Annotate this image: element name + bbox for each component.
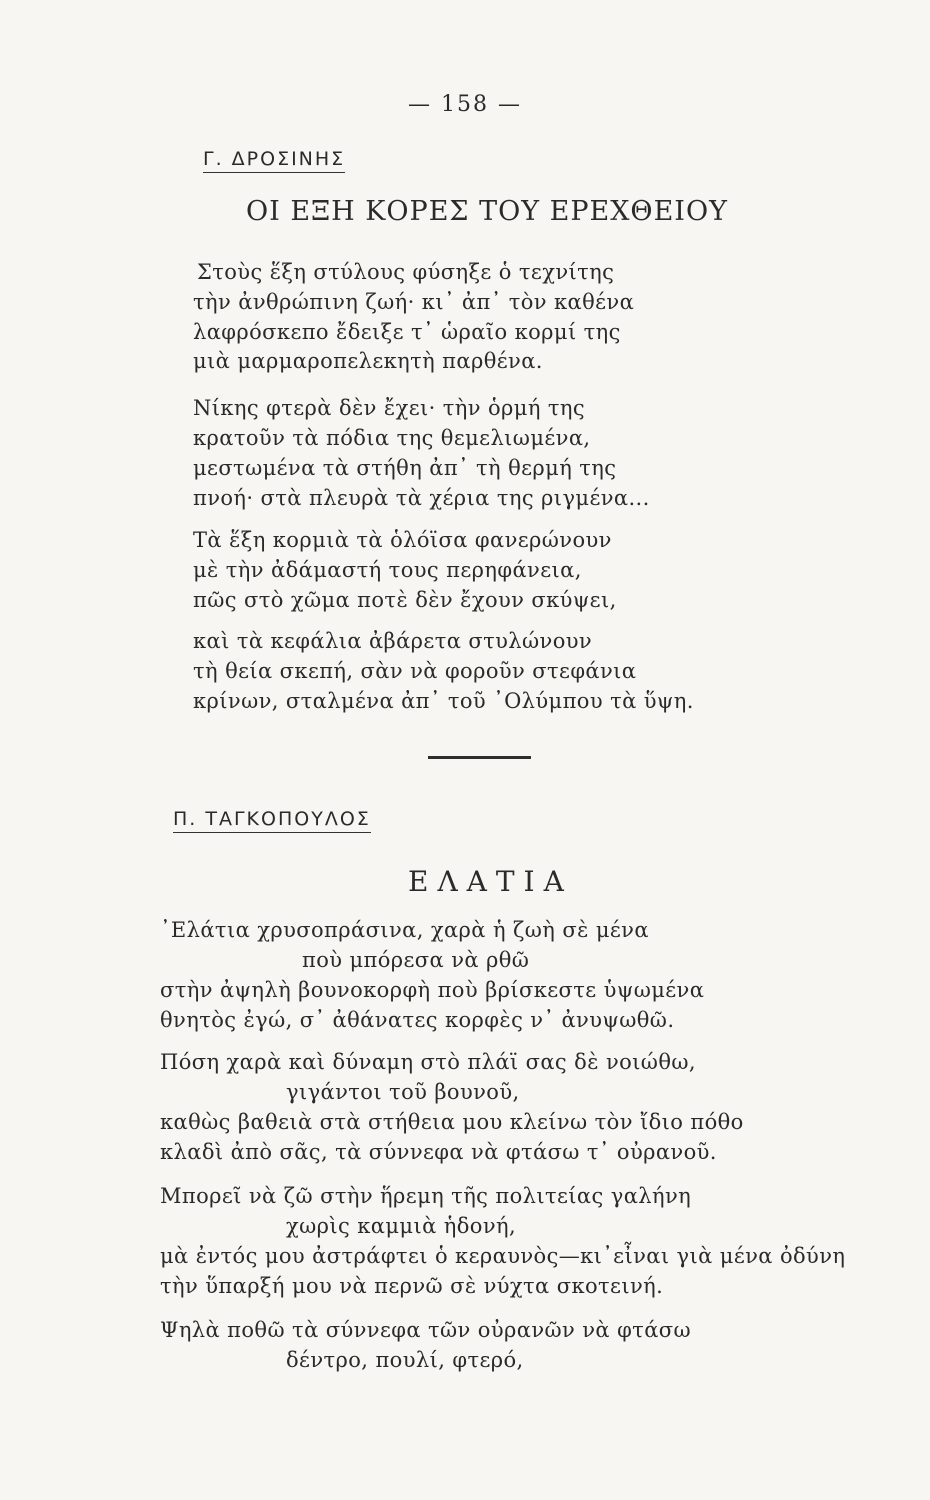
verse-line: Τὰ ἕξη κορμιὰ τὰ ὁλόϊσα φανερώνουν bbox=[193, 528, 612, 552]
verse-line: κλαδὶ ἀπὸ σᾶς, τὰ σύννεφα νὰ φτάσω τ᾽ οὐρανοῦ. bbox=[160, 1140, 717, 1164]
verse-line: λαφρόσκεπο ἔδειξε τ᾽ ὡραῖο κορμί της bbox=[193, 320, 621, 344]
verse-line: γιγάντοι τοῦ βουνοῦ, bbox=[286, 1080, 520, 1104]
section-divider bbox=[428, 756, 531, 759]
verse-line: Μπορεῖ νὰ ζῶ στὴν ἥρεμη τῆς πολιτείας γαλήνη bbox=[160, 1184, 692, 1208]
page-number: — 158 — bbox=[408, 92, 522, 117]
verse-line: μιὰ μαρμαροπελεκητὴ παρθένα. bbox=[193, 349, 543, 373]
verse-line: μὰ ἐντός μου ἀστράφτει ὁ κεραυνὸς—κι᾽εἶναι γιὰ μένα ὀδύνη bbox=[160, 1244, 846, 1268]
verse-line: τὴ θεία σκεπή, σὰν νὰ φοροῦν στεφάνια bbox=[193, 659, 637, 683]
verse-line: θνητὸς ἐγώ, σ᾽ ἀθάνατες κορφὲς ν᾽ ἀνυψωθῶ. bbox=[160, 1008, 675, 1032]
verse-line: τὴν ὕπαρξή μου νὰ περνῶ σὲ νύχτα σκοτεινή. bbox=[160, 1274, 664, 1298]
verse-line: πνοή· στὰ πλευρὰ τὰ χέρια της ριγμένα... bbox=[193, 486, 650, 510]
verse-line: δέντρο, πουλί, φτερό, bbox=[286, 1348, 524, 1372]
verse-line: τὴν ἀνθρώπινη ζωή· κι᾽ ἀπ᾽ τὸν καθένα bbox=[193, 290, 635, 314]
verse-line: πῶς στὸ χῶμα ποτὲ δὲν ἔχουν σκύψει, bbox=[193, 588, 617, 612]
verse-line: ᾽Ελάτια χρυσοπράσινα, χαρὰ ἡ ζωὴ σὲ μένα bbox=[160, 918, 649, 942]
verse-line: μεστωμένα τὰ στήθη ἀπ᾽ τὴ θερμή της bbox=[193, 456, 617, 480]
verse-line: Πόση χαρὰ καὶ δύναμη στὸ πλάϊ σας δὲ νοιώθω, bbox=[160, 1050, 696, 1074]
verse-line: Ψηλὰ ποθῶ τὰ σύννεφα τῶν οὐρανῶν νὰ φτάσω bbox=[160, 1318, 692, 1342]
verse-line: μὲ τὴν ἀδάμαστή τους περηφάνεια, bbox=[193, 558, 582, 582]
verse-line: ποὺ μπόρεσα νὰ ρθῶ bbox=[302, 948, 530, 972]
verse-line: Νίκης φτερὰ δὲν ἔχει· τὴν ὁρμή της bbox=[193, 396, 586, 420]
verse-line: κρατοῦν τὰ πόδια της θεμελιωμένα, bbox=[193, 426, 591, 450]
poem-author: Π. ΤΑΓΚΟΠΟΥΛΟΣ bbox=[173, 808, 371, 833]
verse-line: Στοὺς ἕξη στύλους φύσηξε ὁ τεχνίτης bbox=[197, 260, 615, 284]
verse-line: χωρὶς καμμιὰ ἡδονή, bbox=[286, 1214, 517, 1238]
verse-line: καὶ τὰ κεφάλια ἀβάρετα στυλώνουν bbox=[193, 629, 593, 653]
verse-line: κρίνων, σταλμένα ἀπ᾽ τοῦ ᾽Ολύμπου τὰ ὕψη. bbox=[193, 689, 694, 713]
verse-line: στὴν ἀψηλὴ βουνοκορφὴ ποὺ βρίσκεστε ὑψωμένα bbox=[160, 978, 705, 1002]
poem-title: ΟΙ ΕΞΗ ΚΟΡΕΣ ΤΟΥ ΕΡΕΧΘΕΙΟΥ bbox=[246, 196, 728, 227]
poem-author: Γ. ΔΡΟΣΙΝΗΣ bbox=[203, 148, 345, 173]
verse-line: καθὼς βαθειὰ στὰ στήθεια μου κλείνω τὸν ἴδιο πόθο bbox=[160, 1110, 744, 1134]
poem-title: ΕΛΑΤΙΑ bbox=[408, 865, 573, 898]
